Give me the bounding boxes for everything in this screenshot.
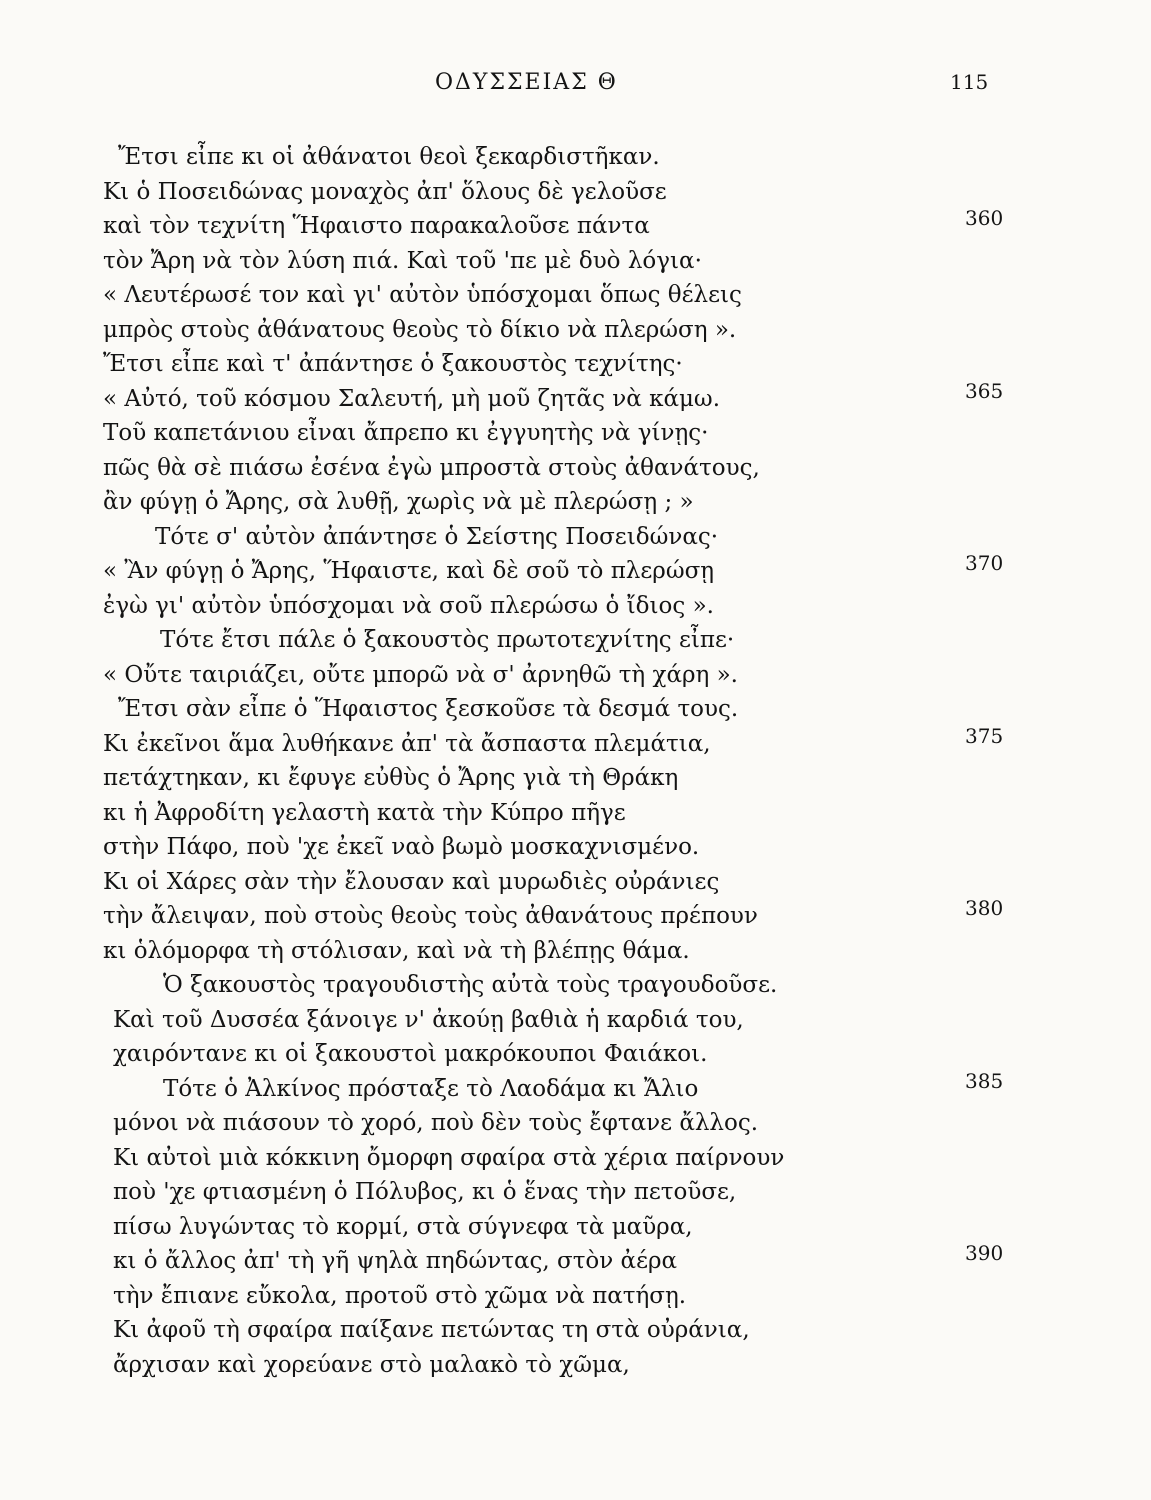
verse-line — [0, 278, 1151, 313]
verse-line — [0, 1141, 1151, 1176]
verse-line — [0, 485, 1151, 520]
line-number: 380 — [965, 896, 1004, 920]
verse-line-text: « Ἂν φύγῃ ὁ Ἄρης, Ἥφαιστε, καὶ δὲ σοῦ τὸ πλερώσῃ — [103, 558, 715, 584]
verse-line — [0, 1241, 1151, 1279]
verse-line-text: τὴν ἄλειψαν, ποὺ στοὺς θεοὺς τοὺς ἀθανάτους πρέπουν — [103, 903, 758, 929]
verse-line — [0, 206, 1151, 244]
verse-line-text: κι ἡ Ἀφροδίτη γελαστὴ κατὰ τὴν Κύπρο πῆγε — [103, 799, 626, 826]
verse-line — [0, 723, 1151, 762]
verse-line-text: Τοῦ καπετάνιου εἶναι ἄπρεπο κι ἐγγυητὴς νὰ γίνῃς· — [103, 420, 709, 446]
verse-line-text: πῶς θὰ σὲ πιάσω ἐσένα ἐγὼ μπροστὰ στοὺς ἀθανάτους, — [103, 454, 760, 481]
verse-line — [0, 934, 1151, 969]
verse-line — [0, 1348, 1151, 1383]
verse-line — [0, 244, 1151, 279]
verse-line-text: Κι οἱ Χάρες σὰν τὴν ἔλουσαν καὶ μυρωδιὲς οὐράνιες — [103, 868, 720, 895]
verse-line — [0, 1003, 1151, 1038]
verse-line-text: ἄρχισαν καὶ χορεύανε στὸ μαλακὸ τὸ χῶμα, — [113, 1351, 630, 1378]
verse-line-text: Τότε ὁ Ἀλκίνος πρόσταξε τὸ Λαοδάμα κι Ἄλιο — [163, 1075, 699, 1102]
verse-line — [0, 313, 1151, 348]
verse-line — [0, 968, 1151, 1003]
verse-line-text: Ἔτσι εἶπε κι οἱ ἀθάνατοι θεοὶ ξεκαρδιστῆκαν. — [118, 144, 660, 170]
verse-line-text: πίσω λυγώντας τὸ κορμί, στὰ σύγνεφα τὰ μαῦρα, — [113, 1213, 693, 1240]
verse-line-text: Κι ἐκεῖνοι ἅμα λυθήκανε ἀπ' τὰ ἄσπαστα πλεμάτια, — [103, 730, 711, 757]
line-number: 385 — [965, 1068, 1004, 1093]
verse-line — [0, 896, 1151, 934]
line-number: 370 — [965, 551, 1004, 575]
verse-line — [0, 1068, 1151, 1107]
verse-line — [0, 1279, 1151, 1314]
line-number: 375 — [965, 723, 1004, 748]
verse-line-text: ἐγὼ γι' αὐτὸν ὑπόσχομαι νὰ σοῦ πλερώσω ὁ ἴδιος ». — [103, 592, 714, 619]
line-number: 365 — [965, 378, 1004, 403]
verse-line-text: κι ὁ ἄλλος ἀπ' τὴ γῆ ψηλὰ πηδώντας, στὸν ἀέρα — [113, 1248, 678, 1274]
verse-line — [0, 1313, 1151, 1348]
verse-line-text: τὸν Ἄρη νὰ τὸν λύση πιά. Καὶ τοῦ 'πε μὲ δυὸ λόγια· — [103, 247, 702, 274]
verse-line-text: Τότε σ' αὐτὸν ἀπάντησε ὁ Σείστης Ποσειδώνας· — [155, 523, 719, 550]
running-header — [0, 62, 1151, 102]
verse-line-text: στὴν Πάφο, ποὺ 'χε ἐκεῖ ναὸ βωμὸ μοσκαχνισμένο. — [103, 834, 700, 860]
verse-line-text: « Οὔτε ταιριάζει, οὔτε μπορῶ νὰ σ' ἀρνηθῶ τὴ χάρη ». — [103, 661, 738, 688]
line-number: 360 — [965, 206, 1004, 230]
verse-line — [0, 658, 1151, 693]
verse-line — [0, 796, 1151, 831]
running-title: ΟΔΥΣΣΕΙΑΣ Θ — [435, 70, 618, 95]
page-number: 115 — [950, 70, 989, 94]
verse-line-text: Κι ὁ Ποσειδώνας μοναχὸς ἀπ' ὅλους δὲ γελοῦσε — [103, 178, 667, 205]
line-number: 390 — [965, 1241, 1004, 1265]
verse-line-text: μπρὸς στοὺς ἀθάνατους θεοὺς τὸ δίκιο νὰ πλερώση ». — [103, 316, 737, 343]
verse-line-text: ἂν φύγῃ ὁ Ἄρης, σὰ λυθῇ, χωρὶς νὰ μὲ πλερώσῃ ; » — [103, 489, 694, 515]
verse-line — [0, 378, 1151, 417]
verse-line — [0, 451, 1151, 486]
verse-line-text: « Αὐτό, τοῦ κόσμου Σαλευτή, μὴ μοῦ ζητᾶς νὰ κάμω. — [103, 385, 721, 412]
verse-block — [0, 140, 1151, 1382]
verse-line — [0, 416, 1151, 451]
verse-line-text: Ὁ ξακουστὸς τραγουδιστὴς αὐτὰ τοὺς τραγουδοῦσε. — [163, 972, 778, 998]
verse-line-text: ποὺ 'χε φτιασμένη ὁ Πόλυβος, κι ὁ ἕνας τὴν πετοῦσε, — [113, 1179, 737, 1205]
verse-line — [0, 589, 1151, 624]
verse-line-text: Κι αὐτοὶ μιὰ κόκκινη ὄμορφη σφαίρα στὰ χέρια παίρνουν — [113, 1144, 785, 1171]
verse-line-text: Ἔτσι εἶπε καὶ τ' ἀπάντησε ὁ ξακουστὸς τεχνίτης· — [103, 351, 683, 377]
verse-line-text: χαιρόντανε κι οἱ ξακουστοὶ μακρόκουποι Φαιάκοι. — [113, 1041, 708, 1067]
verse-line — [0, 140, 1151, 175]
verse-line-text: « Λευτέρωσέ τον καὶ γι' αὐτὸν ὑπόσχομαι ὅπως θέλεις — [103, 282, 742, 308]
verse-line — [0, 623, 1151, 658]
verse-line — [0, 830, 1151, 865]
verse-line-text: μόνοι νὰ πιάσουν τὸ χορό, ποὺ δὲν τοὺς ἔφτανε ἄλλος. — [113, 1110, 759, 1136]
verse-line-text: Καὶ τοῦ Δυσσέα ξάνοιγε ν' ἀκούῃ βαθιὰ ἡ καρδιά του, — [113, 1006, 744, 1033]
verse-line-text: κι ὁλόμορφα τὴ στόλισαν, καὶ νὰ τὴ βλέπῃς θάμα. — [103, 937, 690, 964]
verse-line — [0, 551, 1151, 589]
verse-line-text: Ἔτσι σὰν εἶπε ὁ Ἥφαιστος ξεσκοῦσε τὰ δεσμά τους. — [118, 696, 739, 722]
verse-line — [0, 1175, 1151, 1210]
verse-line-text: Κι ἀφοῦ τὴ σφαίρα παίξανε πετώντας τη στὰ οὐράνια, — [113, 1317, 750, 1343]
verse-line-text: τὴν ἔπιανε εὔκολα, προτοῦ στὸ χῶμα νὰ πατήσῃ. — [113, 1282, 687, 1309]
verse-line — [0, 1106, 1151, 1141]
verse-line — [0, 761, 1151, 796]
verse-line-text: Τότε ἔτσι πάλε ὁ ξακουστὸς πρωτοτεχνίτης εἶπε· — [160, 627, 735, 653]
verse-line-text: πετάχτηκαν, κι ἔφυγε εὐθὺς ὁ Ἄρης γιὰ τὴ Θράκη — [103, 765, 679, 791]
verse-line-text: καὶ τὸν τεχνίτη Ἥφαιστο παρακαλοῦσε πάντα — [103, 213, 650, 239]
